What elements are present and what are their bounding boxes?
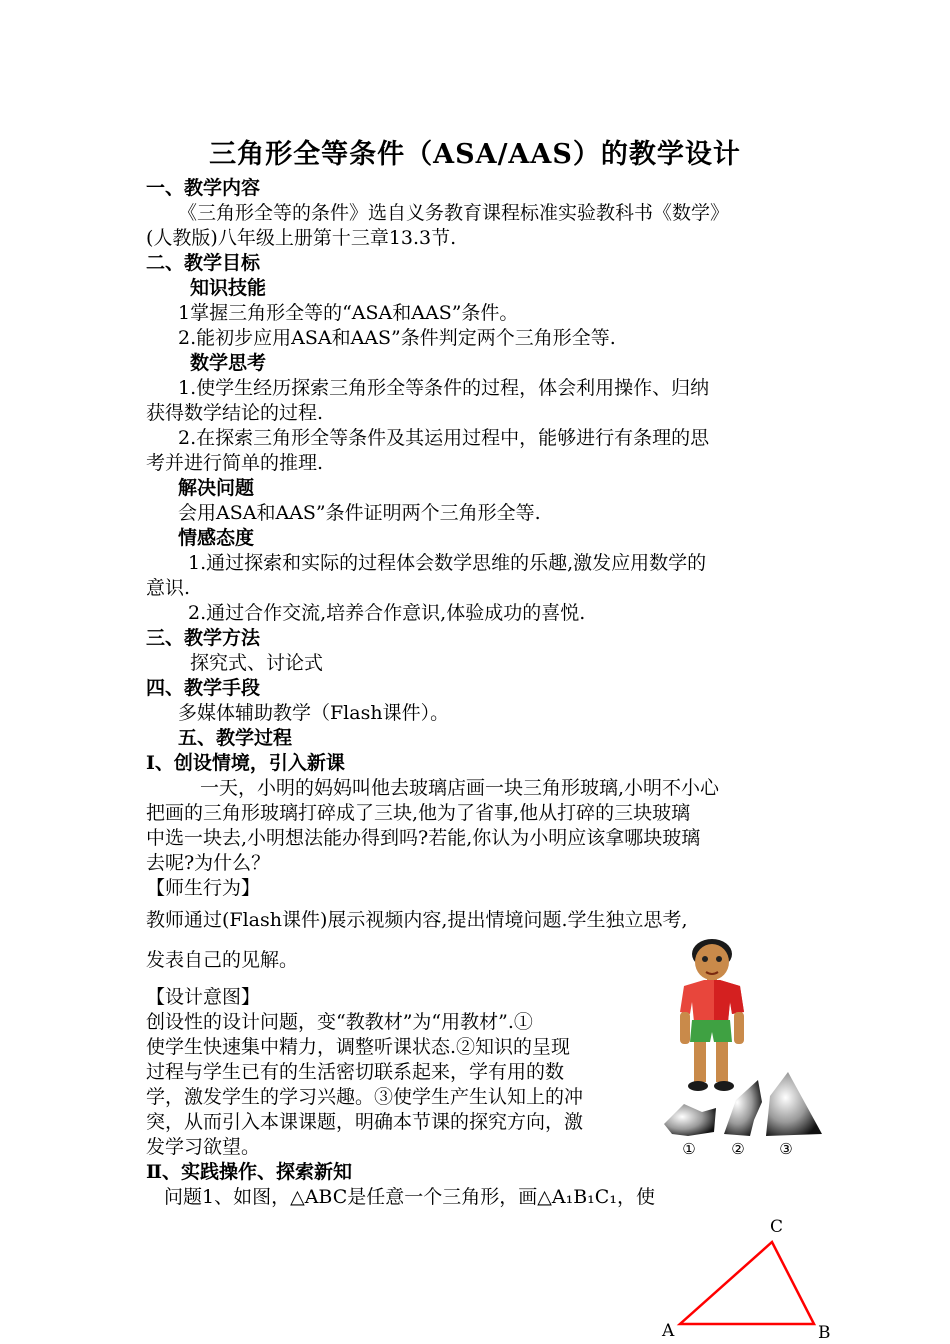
paragraph-line: 意识.: [146, 577, 191, 599]
paragraph-line: 获得数学结论的过程.: [146, 402, 324, 424]
paragraph-line: 考并进行简单的推理.: [146, 452, 324, 474]
heading-means: 四、教学手段: [146, 677, 261, 699]
triangle-abc-figure: [656, 1212, 836, 1344]
paragraph-line: 创设性的设计问题，变“教教材”为“用教材”.①: [146, 1011, 533, 1033]
paragraph-line: 发学习欲望。: [146, 1136, 261, 1158]
paragraph-line: 1掌握三角形全等的“ASA和AAS”条件。: [178, 302, 519, 324]
subheading-emotion: 情感态度: [178, 527, 255, 549]
heading-part1: Ⅰ、创设情境，引入新课: [146, 752, 345, 774]
paragraph-line: 突，从而引入本课课题，明确本节课的探究方向，激: [146, 1111, 584, 1133]
piece-label-2: ②: [731, 1140, 745, 1158]
paragraph-line: 2.在探索三角形全等条件及其运用过程中，能够进行有条理的思: [178, 427, 710, 449]
paragraph-line: 2.通过合作交流,培养合作意识,体验成功的喜悦.: [188, 602, 586, 624]
paragraph-line: 《三角形全等的条件》选自义务教育课程标准实验教科书《数学》: [178, 202, 730, 224]
paragraph-line: 使学生快速集中精力，调整听课状态.②知识的呈现: [146, 1036, 571, 1058]
subheading-thinking: 数学思考: [190, 352, 267, 374]
heading-process: 五、教学过程: [178, 727, 293, 749]
paragraph-line: 学，激发学生的学习兴趣。③使学生产生认知上的冲: [146, 1086, 584, 1108]
subheading-solve: 解决问题: [178, 477, 255, 499]
vertex-label-b: B: [818, 1323, 831, 1343]
document-title: 三角形全等条件（ASA/AAS）的教学设计: [209, 139, 741, 170]
paragraph-line: 中选一块去,小明想法能办得到吗?若能,你认为小明应该拿哪块玻璃: [146, 827, 701, 849]
paragraph-line: 过程与学生已有的生活密切联系起来，学有用的数: [146, 1061, 565, 1083]
heading-part2: Ⅱ、实践操作、探索新知: [146, 1161, 353, 1183]
paragraph-line: 1.通过探索和实际的过程体会数学思维的乐趣,激发应用数学的: [188, 552, 707, 574]
heading-content: 一、教学内容: [146, 177, 261, 199]
triangle-abc: [680, 1242, 814, 1324]
paragraph-line: 发表自己的见解。: [146, 949, 299, 971]
glass-piece-1: [664, 1104, 716, 1136]
glass-piece-3: [766, 1072, 822, 1136]
vertex-label-c: C: [770, 1217, 784, 1237]
paragraph-line: 教师通过(Flash课件)展示视频内容,提出情境问题.学生独立思考,: [146, 909, 688, 931]
paragraph-line: 2.能初步应用ASA和AAS”条件判定两个三角形全等.: [178, 327, 616, 349]
paragraph-line: 一天，小明的妈妈叫他去玻璃店画一块三角形玻璃,小明不小心: [200, 777, 720, 799]
paragraph-line: 问题1、如图，△ABC是任意一个三角形，画△A₁B₁C₁，使: [164, 1186, 655, 1208]
paragraph-line: 会用ASA和AAS”条件证明两个三角形全等.: [178, 502, 541, 524]
paragraph-line: 1.使学生经历探索三角形全等条件的过程，体会利用操作、归纳: [178, 377, 710, 399]
design-intent-label: 【设计意图】: [146, 986, 261, 1008]
boy-broken-glass-illustration: [658, 932, 824, 1160]
paragraph-line: 去呢?为什么？: [146, 852, 271, 874]
paragraph-line: 多媒体辅助教学（Flash课件）。: [178, 702, 450, 724]
teacher-student-label: 【师生行为】: [146, 877, 261, 899]
paragraph-line: 把画的三角形玻璃打碎成了三块,他为了省事,他从打碎的三块玻璃: [146, 802, 691, 824]
vertex-label-a: A: [662, 1321, 675, 1341]
piece-label-3: ③: [779, 1140, 793, 1158]
piece-label-1: ①: [682, 1140, 696, 1158]
paragraph-line: 探究式、讨论式: [190, 652, 324, 674]
boy-figure: [680, 939, 744, 1091]
heading-method: 三、教学方法: [146, 627, 261, 649]
paragraph-line: (人教版)八年级上册第十三章13.3节.: [146, 227, 457, 249]
subheading-knowledge: 知识技能: [190, 277, 267, 299]
heading-goals: 二、教学目标: [146, 252, 261, 274]
